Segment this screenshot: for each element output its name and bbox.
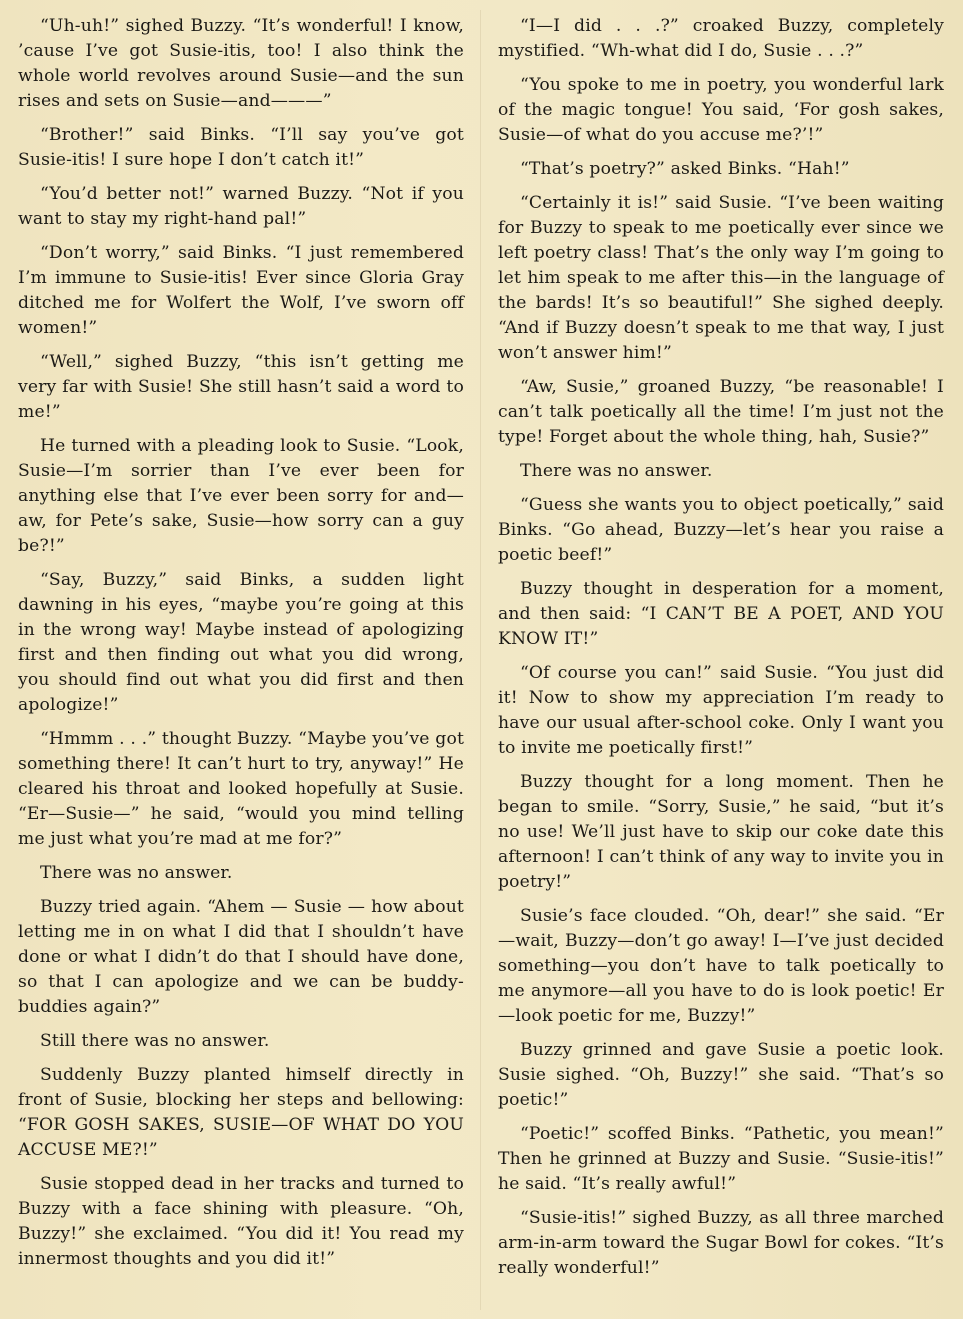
column-divider (480, 10, 481, 1310)
paragraph: Suddenly Buzzy planted himself directly in front of Susie, blocking her steps and bellowing: “FOR GOSH SAKES, SUSIE—OF WHAT DO YOU ACCUSE ME?!” (18, 1065, 464, 1160)
paragraph: He turned with a pleading look to Susie. “Look, Susie—I’m sorrier than I’ve ever been for anything else that I’ve ever been sorry for and—aw, for Pete’s sake, Susie—how sorry can a guy be?!” (18, 436, 464, 556)
paragraph: “Aw, Susie,” groaned Buzzy, “be reasonable! I can’t talk poetically all the time! I’m just not the type! Forget about the whole thing, hah, Susie?” (498, 377, 944, 447)
paragraph: “Uh-uh!” sighed Buzzy. “It’s wonderful! I know, ’cause I’ve got Susie-itis, too! I also think the whole world revolves around Susie—and the sun rises and sets on Susie—and———” (18, 16, 464, 111)
paragraph: “Say, Buzzy,” said Binks, a sudden light dawning in his eyes, “maybe you’re going at this in the wrong way! Maybe instead of apologizing first and then finding out what you did wrong, you should find out what you did first and then apologize!” (18, 570, 464, 715)
paragraph: “Don’t worry,” said Binks. “I just remembered I’m immune to Susie-itis! Ever since Gloria Gray ditched me for Wolfert the Wolf, I’ve sworn off women!” (18, 243, 464, 338)
paragraph: “You spoke to me in poetry, you wonderful lark of the magic tongue! You said, ‘For gosh sakes, Susie—of what do you accuse me?’!” (498, 75, 944, 145)
paragraph: “Guess she wants you to object poetically,” said Binks. “Go ahead, Buzzy—let’s hear you raise a poetic beef!” (498, 495, 944, 565)
paragraph: There was no answer. (520, 461, 713, 481)
paragraph: “Susie-itis!” sighed Buzzy, as all three marched arm-in-arm toward the Sugar Bowl for cokes. “It’s really wonderful!” (498, 1208, 944, 1278)
paragraph: “Poetic!” scoffed Binks. “Pathetic, you mean!” Then he grinned at Buzzy and Susie. “Susie-itis!” he said. “It’s really awful!” (498, 1124, 944, 1194)
paragraph: Still there was no answer. (40, 1031, 270, 1051)
paragraph: Buzzy grinned and gave Susie a poetic look. Susie sighed. “Oh, Buzzy!” she said. “That’s so poetic!” (498, 1040, 944, 1110)
right-text-column (498, 14, 944, 1290)
paragraph: Susie stopped dead in her tracks and turned to Buzzy with a face shining with pleasure. “Oh, Buzzy!” she exclaimed. “You did it! You read my innermost thoughts and you did it!” (18, 1174, 464, 1269)
paragraph: Buzzy tried again. “Ahem — Susie — how about letting me in on what I did that I shouldn’t have done or what I didn’t do that I should have done, so that I can apologize and we can be buddy-buddies again?” (18, 897, 464, 1017)
paragraph: “Hmmm . . .” thought Buzzy. “Maybe you’ve got something there! It can’t hurt to try, anyway!” He cleared his throat and looked hopefully at Susie. “Er—Susie—” he said, “would you mind telling me just what you’re mad at me for?” (18, 729, 464, 849)
paragraph: “Brother!” said Binks. “I’ll say you’ve got Susie-itis! I sure hope I don’t catch it!” (18, 125, 464, 170)
paragraph: Buzzy thought for a long moment. Then he began to smile. “Sorry, Susie,” he said, “but it’s no use! We’ll just have to skip our coke date this afternoon! I can’t think of any way to invite you in poetry!” (498, 772, 944, 892)
paragraph: “Well,” sighed Buzzy, “this isn’t getting me very far with Susie! She still hasn’t said a word to me!” (18, 352, 464, 422)
paragraph: Buzzy thought in desperation for a moment, and then said: “I CAN’T BE A POET, AND YOU KNOW IT!” (498, 579, 944, 649)
paragraph: Susie’s face clouded. “Oh, dear!” she said. “Er—wait, Buzzy—don’t go away! I—I’ve just decided something—you don’t have to talk poetically to me anymore—all you have to do is look poetic! Er—look poetic for me, Buzzy!” (498, 906, 944, 1026)
paragraph: “I—I did . . .?” croaked Buzzy, completely mystified. “Wh-what did I do, Susie . . .?” (498, 16, 944, 61)
left-text-column (18, 14, 464, 1281)
paragraph: “Certainly it is!” said Susie. “I’ve been waiting for Buzzy to speak to me poetically ever since we left poetry class! That’s the only way I’m going to let him speak to me after this—in the language of the bards! It’s so beautiful!” She sighed deeply. “And if Buzzy doesn’t speak to me that way, I just won’t answer him!” (498, 193, 944, 363)
paragraph: “That’s poetry?” asked Binks. “Hah!” (520, 159, 850, 179)
paragraph: “You’d better not!” warned Buzzy. “Not if you want to stay my right-hand pal!” (18, 184, 464, 229)
paragraph: There was no answer. (40, 863, 233, 883)
paragraph: “Of course you can!” said Susie. “You just did it! Now to show my appreciation I’m ready to have our usual after-school coke. Only I want you to invite me poetically first!” (498, 663, 944, 758)
